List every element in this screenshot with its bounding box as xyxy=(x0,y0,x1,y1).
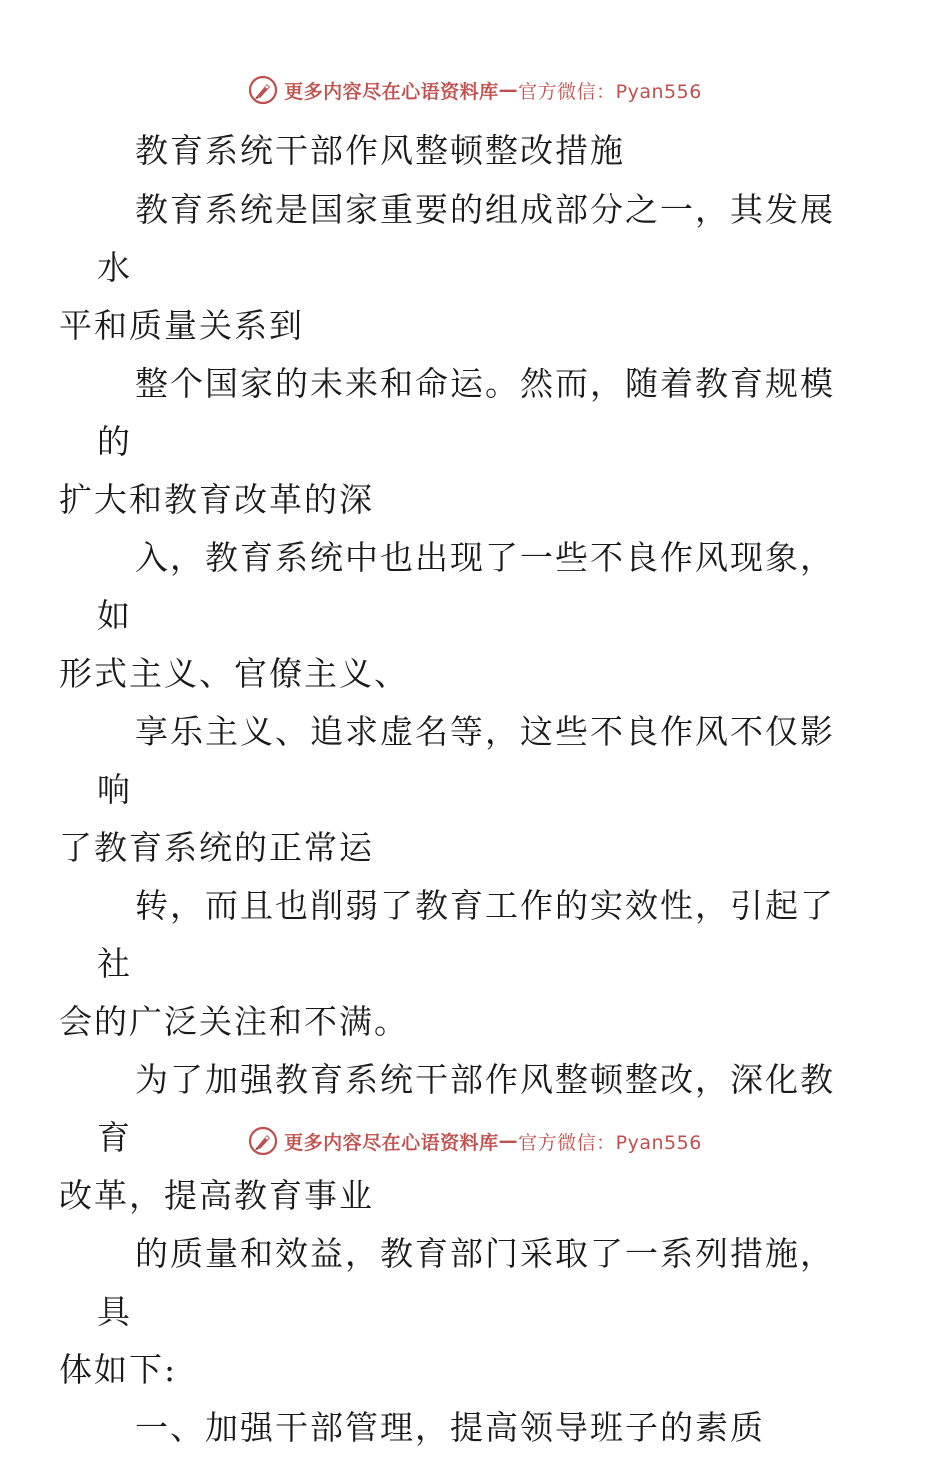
watermark-main-text: 更多内容尽在心语资料库 xyxy=(284,80,499,103)
paragraph-line: 转，而且也削弱了教育工作的实效性，引起了社 xyxy=(97,886,835,983)
paragraph-line: 体如下: xyxy=(59,1350,178,1389)
paragraph xyxy=(59,355,857,529)
watermark-main-text: 更多内容尽在心语资料库 xyxy=(284,1131,499,1154)
paragraph-line: 会的广泛关注和不满。 xyxy=(59,1002,409,1041)
watermark-contact-text: 官方微信：Pyan556 xyxy=(518,1131,702,1154)
paragraph-line: 为了加强教育系统干部作风整顿整改，深化教育 xyxy=(97,1060,835,1157)
header-watermark xyxy=(0,70,950,110)
paragraph-line: 享乐主义、追求虚名等，这些不良作风不仅影响 xyxy=(97,712,835,809)
paragraph-line: 入，教育系统中也出现了一些不良作风现象，如 xyxy=(97,538,835,635)
paragraph-line: 一、加强干部管理，提高领导班子的素质 xyxy=(135,1408,765,1447)
paragraph xyxy=(97,1399,857,1457)
paragraph xyxy=(59,181,857,355)
paragraph xyxy=(59,1225,857,1399)
paragraph-line: 扩大和教育改革的深 xyxy=(59,480,374,519)
paragraph-line: 整个国家的未来和命运。然而，随着教育规模的 xyxy=(97,364,835,461)
paragraph-line: 平和质量关系到 xyxy=(59,306,304,345)
paragraph-line: 形式主义、官僚主义、 xyxy=(59,654,409,693)
pen-nib-logo-icon xyxy=(248,75,278,105)
paragraph-line: 了教育系统的正常运 xyxy=(59,828,374,867)
watermark-separator: — xyxy=(498,1130,519,1152)
watermark-separator: — xyxy=(498,79,519,101)
watermark-contact-text: 官方微信：Pyan556 xyxy=(518,80,702,103)
paragraph-line: 的质量和效益，教育部门采取了一系列措施，具 xyxy=(97,1234,835,1331)
paragraph-list xyxy=(59,181,857,1457)
paragraph xyxy=(59,703,857,877)
paragraph-line: 教育系统是国家重要的组成部分之一，其发展水 xyxy=(97,190,835,287)
paragraph xyxy=(59,877,857,1051)
footer-watermark xyxy=(0,1121,950,1161)
document-body xyxy=(59,121,857,1457)
paragraph-line: 改革，提高教育事业 xyxy=(59,1176,374,1215)
document-title: 教育系统干部作风整顿整改措施 xyxy=(135,131,625,170)
paragraph xyxy=(59,529,857,703)
pen-nib-logo-icon xyxy=(248,1126,278,1156)
